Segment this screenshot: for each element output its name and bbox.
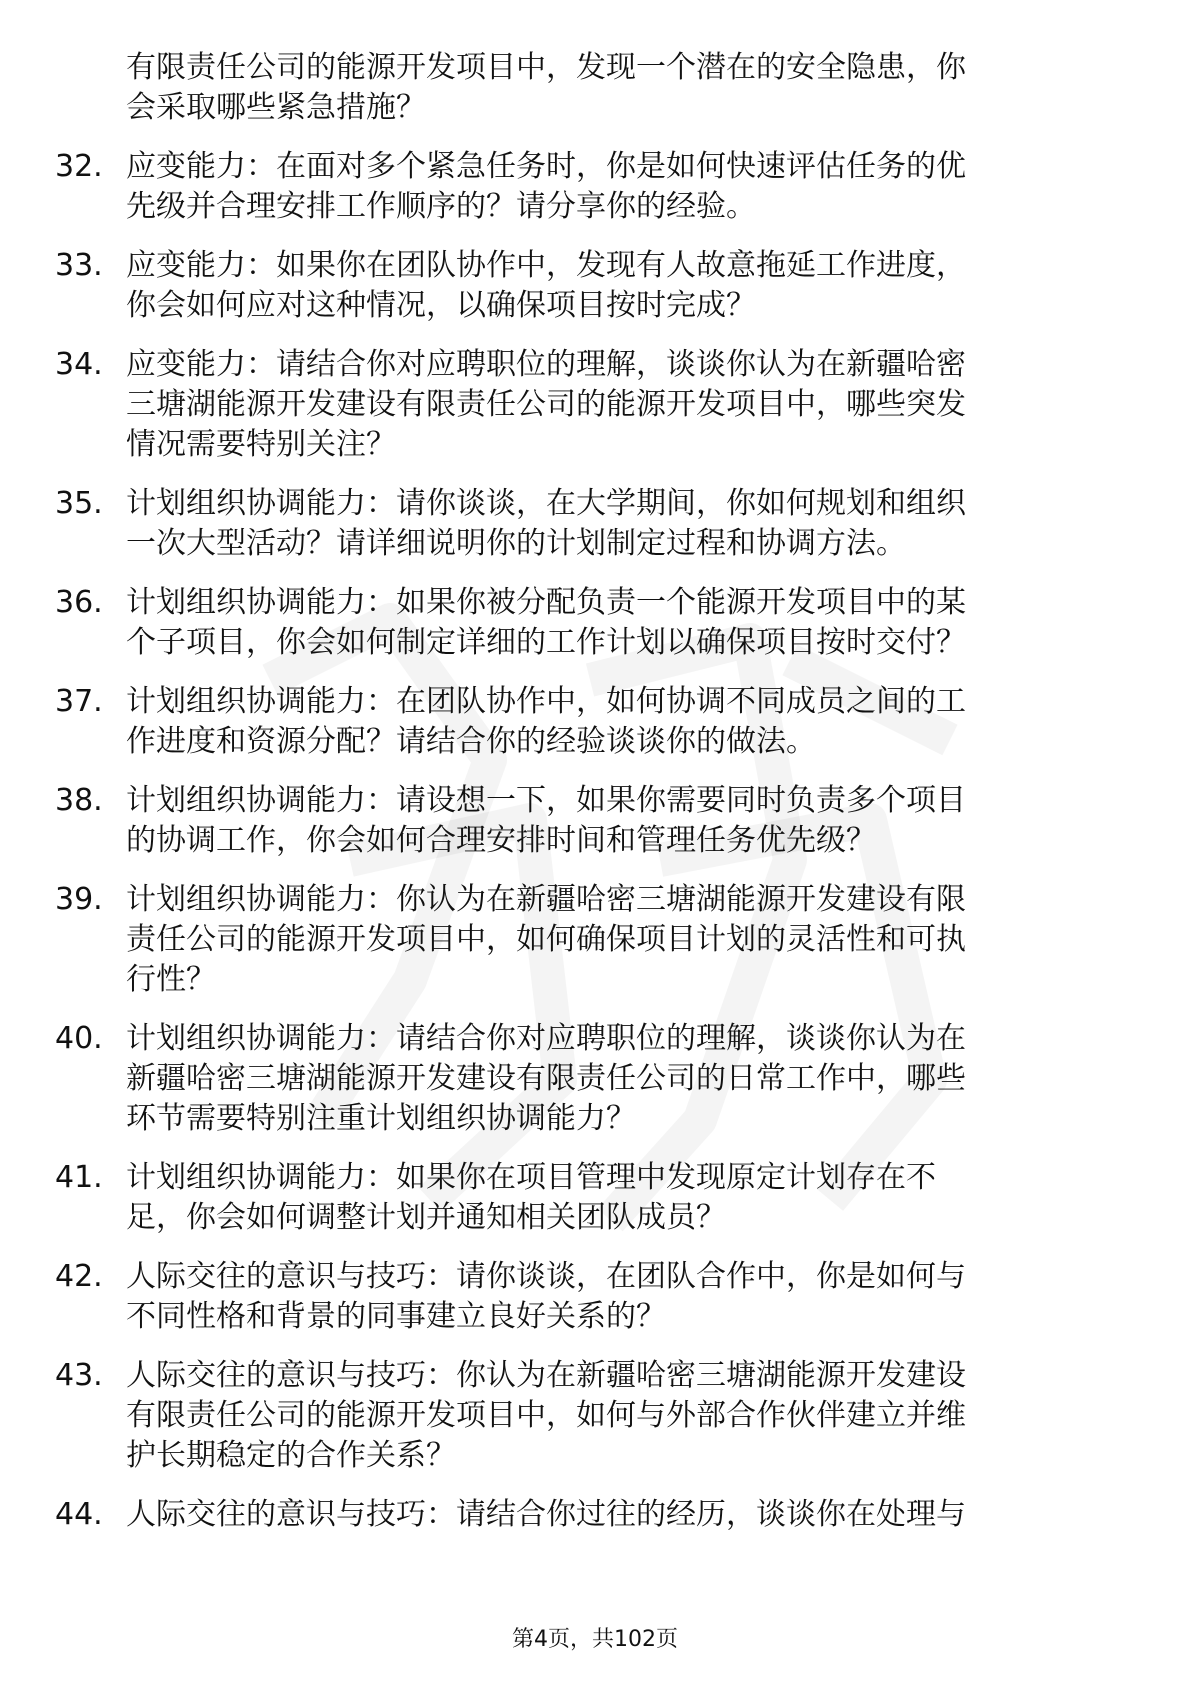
question-number: 39. — [55, 882, 103, 917]
text-line: 计划组织协调能力：如果你被分配负责一个能源开发项目中的某 — [126, 585, 966, 620]
text-line: 人际交往的意识与技巧：你认为在新疆哈密三塘湖能源开发建设 — [126, 1358, 966, 1393]
question-number: 40. — [55, 1021, 103, 1056]
question-number: 43. — [55, 1358, 103, 1393]
text-line: 不同性格和背景的同事建立良好关系的？ — [126, 1299, 666, 1334]
page-number: 第4页，共102页 — [512, 1627, 678, 1652]
text-line: 情况需要特别关注？ — [126, 427, 396, 462]
text-line: 有限责任公司的能源开发项目中，发现一个潜在的安全隐患，你 — [126, 50, 966, 85]
question-number: 34. — [55, 347, 103, 382]
text-line: 计划组织协调能力：你认为在新疆哈密三塘湖能源开发建设有限 — [126, 882, 966, 917]
question-number: 33. — [55, 248, 103, 283]
text-line: 人际交往的意识与技巧：请你谈谈，在团队合作中，你是如何与 — [126, 1259, 966, 1294]
text-line: 人际交往的意识与技巧：请结合你过往的经历，谈谈你在处理与 — [126, 1497, 966, 1532]
question-number: 32. — [55, 149, 103, 184]
question-number: 35. — [55, 486, 103, 521]
question-number: 37. — [55, 684, 103, 719]
text-line: 环节需要特别注重计划组织协调能力？ — [126, 1101, 636, 1136]
question-number: 41. — [55, 1160, 103, 1195]
text-line: 责任公司的能源开发项目中，如何确保项目计划的灵活性和可执 — [126, 922, 966, 957]
text-line: 个子项目，你会如何制定详细的工作计划以确保项目按时交付？ — [126, 625, 966, 660]
question-number: 38. — [55, 783, 103, 818]
text-line: 计划组织协调能力：请设想一下，如果你需要同时负责多个项目 — [126, 783, 966, 818]
text-line: 有限责任公司的能源开发项目中，如何与外部合作伙伴建立并维 — [126, 1398, 966, 1433]
text-line: 三塘湖能源开发建设有限责任公司的能源开发项目中，哪些突发 — [126, 387, 966, 422]
text-line: 先级并合理安排工作顺序的？请分享你的经验。 — [126, 189, 756, 224]
text-line: 应变能力：在面对多个紧急任务时，你是如何快速评估任务的优 — [126, 149, 966, 184]
text-line: 计划组织协调能力：请你谈谈，在大学期间，你如何规划和组织 — [126, 486, 966, 521]
text-line: 一次大型活动？请详细说明你的计划制定过程和协调方法。 — [126, 526, 906, 561]
question-number: 42. — [55, 1259, 103, 1294]
text-line: 计划组织协调能力：如果你在项目管理中发现原定计划存在不 — [126, 1160, 936, 1195]
text-line: 计划组织协调能力：在团队协作中，如何协调不同成员之间的工 — [126, 684, 966, 719]
text-line: 新疆哈密三塘湖能源开发建设有限责任公司的日常工作中，哪些 — [126, 1061, 966, 1096]
text-line: 会采取哪些紧急措施？ — [126, 90, 426, 125]
question-number: 44. — [55, 1497, 103, 1532]
text-line: 作进度和资源分配？请结合你的经验谈谈你的做法。 — [126, 724, 816, 759]
text-line: 应变能力：如果你在团队协作中，发现有人故意拖延工作进度， — [126, 248, 966, 283]
text-line: 行性？ — [126, 962, 216, 997]
question-number: 36. — [55, 585, 103, 620]
text-line: 护长期稳定的合作关系？ — [126, 1438, 456, 1473]
text-line: 计划组织协调能力：请结合你对应聘职位的理解，谈谈你认为在 — [126, 1021, 966, 1056]
text-line: 应变能力：请结合你对应聘职位的理解，谈谈你认为在新疆哈密 — [126, 347, 966, 382]
text-line: 你会如何应对这种情况，以确保项目按时完成？ — [126, 288, 756, 323]
text-line: 足，你会如何调整计划并通知相关团队成员？ — [126, 1200, 726, 1235]
text-line: 的协调工作，你会如何合理安排时间和管理任务优先级？ — [126, 823, 876, 858]
